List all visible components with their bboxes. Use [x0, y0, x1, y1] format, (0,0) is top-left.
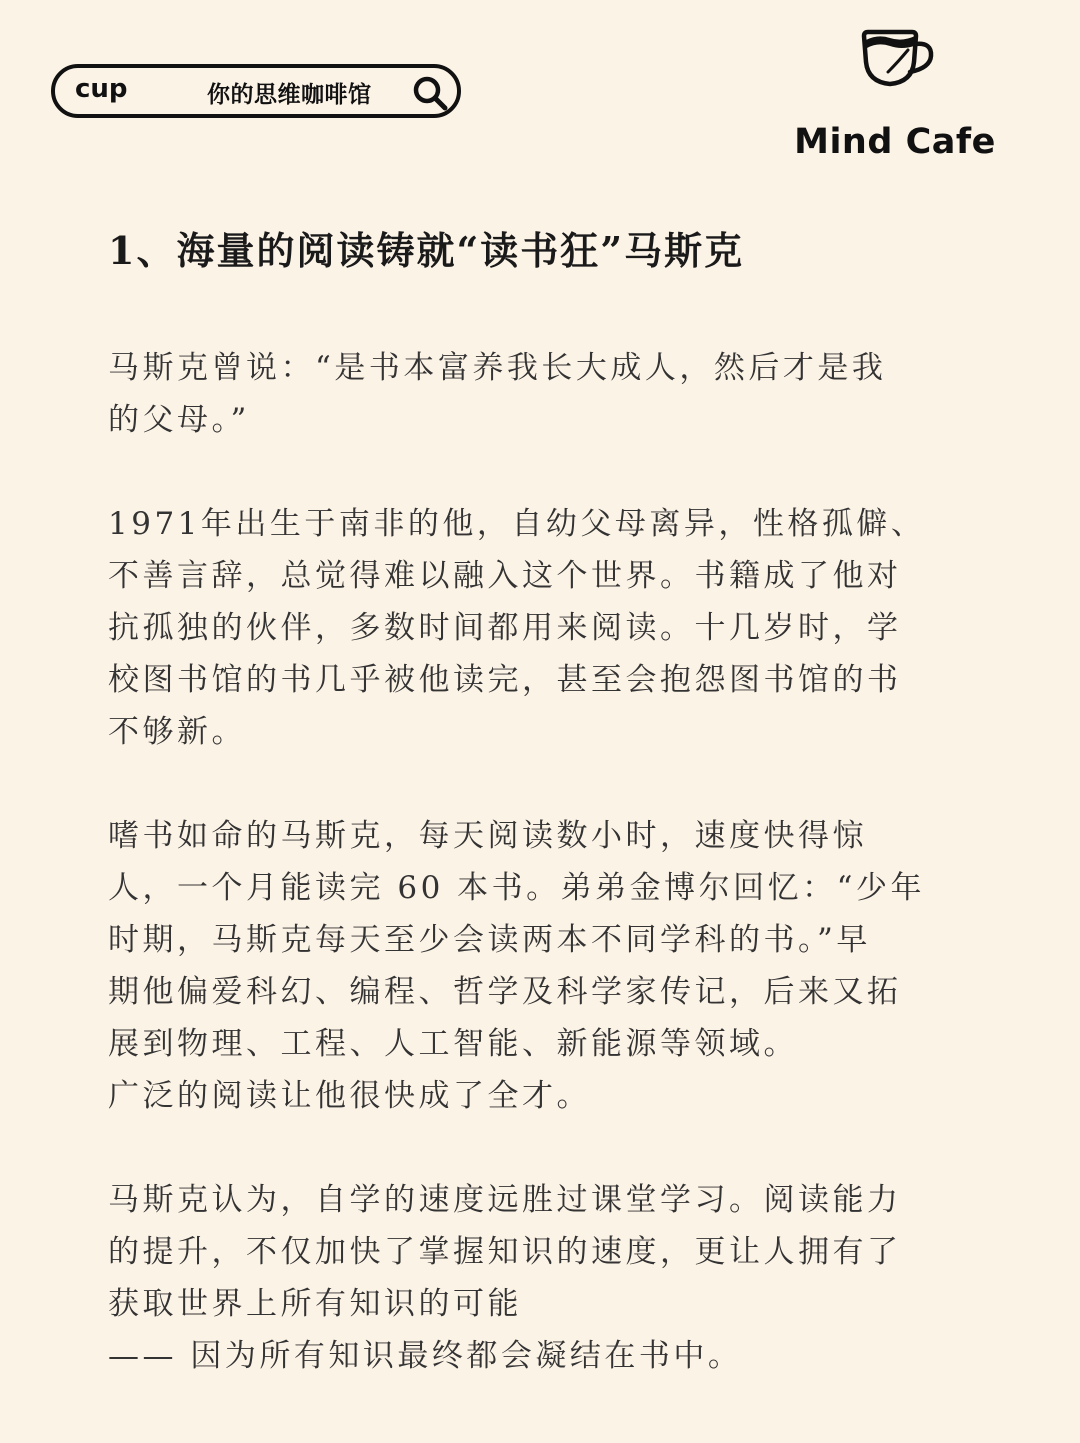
paragraph-line: 展到物理、工程、人工智能、新能源等领域。 — [108, 1026, 798, 1062]
paragraph-line: 时期，马斯克每天至少会读两本不同学科的书。”早 — [108, 922, 871, 958]
search-bar-cup-label: cup — [75, 74, 128, 104]
paragraph-line: 马斯克认为，自学的速度远胜过课堂学习。阅读能力 — [108, 1182, 902, 1218]
search-bar-title: 你的思维咖啡馆 — [207, 82, 372, 108]
paragraph-line: 广泛的阅读让他很快成了全才。 — [108, 1078, 591, 1114]
search-bar[interactable] — [51, 64, 461, 118]
paragraph-line: —— 因为所有知识最终都会凝结在书中。 — [108, 1338, 743, 1374]
paragraph-line: 校图书馆的书几乎被他读完，甚至会抱怨图书馆的书 — [108, 662, 902, 698]
paragraph-line: 的父母。” — [108, 402, 250, 438]
paragraph — [108, 342, 978, 446]
paragraph-line: 1971年出生于南非的他，自幼父母离异，性格孤僻、 — [108, 506, 926, 542]
paragraph-line: 的提升，不仅加快了掌握知识的速度，更让人拥有了 — [108, 1234, 902, 1270]
article — [108, 224, 978, 1434]
paragraph-line: 获取世界上所有知识的可能 — [108, 1286, 522, 1322]
brand-name: Mind Cafe — [794, 122, 996, 162]
paragraph-line: 期他偏爱科幻、编程、哲学及科学家传记，后来又拓 — [108, 974, 902, 1010]
paragraph-line: 马斯克曾说：“是书本富养我长大成人，然后才是我 — [108, 350, 887, 386]
paragraph-line: 人，一个月能读完 60 本书。弟弟金博尔回忆：“少年 — [108, 870, 926, 906]
brand-logo — [790, 26, 1000, 166]
paragraph — [108, 498, 978, 758]
coffee-cup-icon — [858, 26, 938, 88]
paragraph — [108, 810, 978, 1122]
paragraph-line: 不善言辞，总觉得难以融入这个世界。书籍成了他对 — [108, 558, 902, 594]
paragraph-line: 不够新。 — [108, 714, 246, 750]
paragraph-line: 抗孤独的伙伴，多数时间都用来阅读。十几岁时，学 — [108, 610, 902, 646]
paragraph — [108, 1174, 978, 1382]
paragraph-line: 嗜书如命的马斯克，每天阅读数小时，速度快得惊 — [108, 818, 867, 854]
search-icon[interactable] — [411, 74, 449, 112]
article-heading: 1、海量的阅读铸就“读书狂”马斯克 — [108, 228, 745, 273]
